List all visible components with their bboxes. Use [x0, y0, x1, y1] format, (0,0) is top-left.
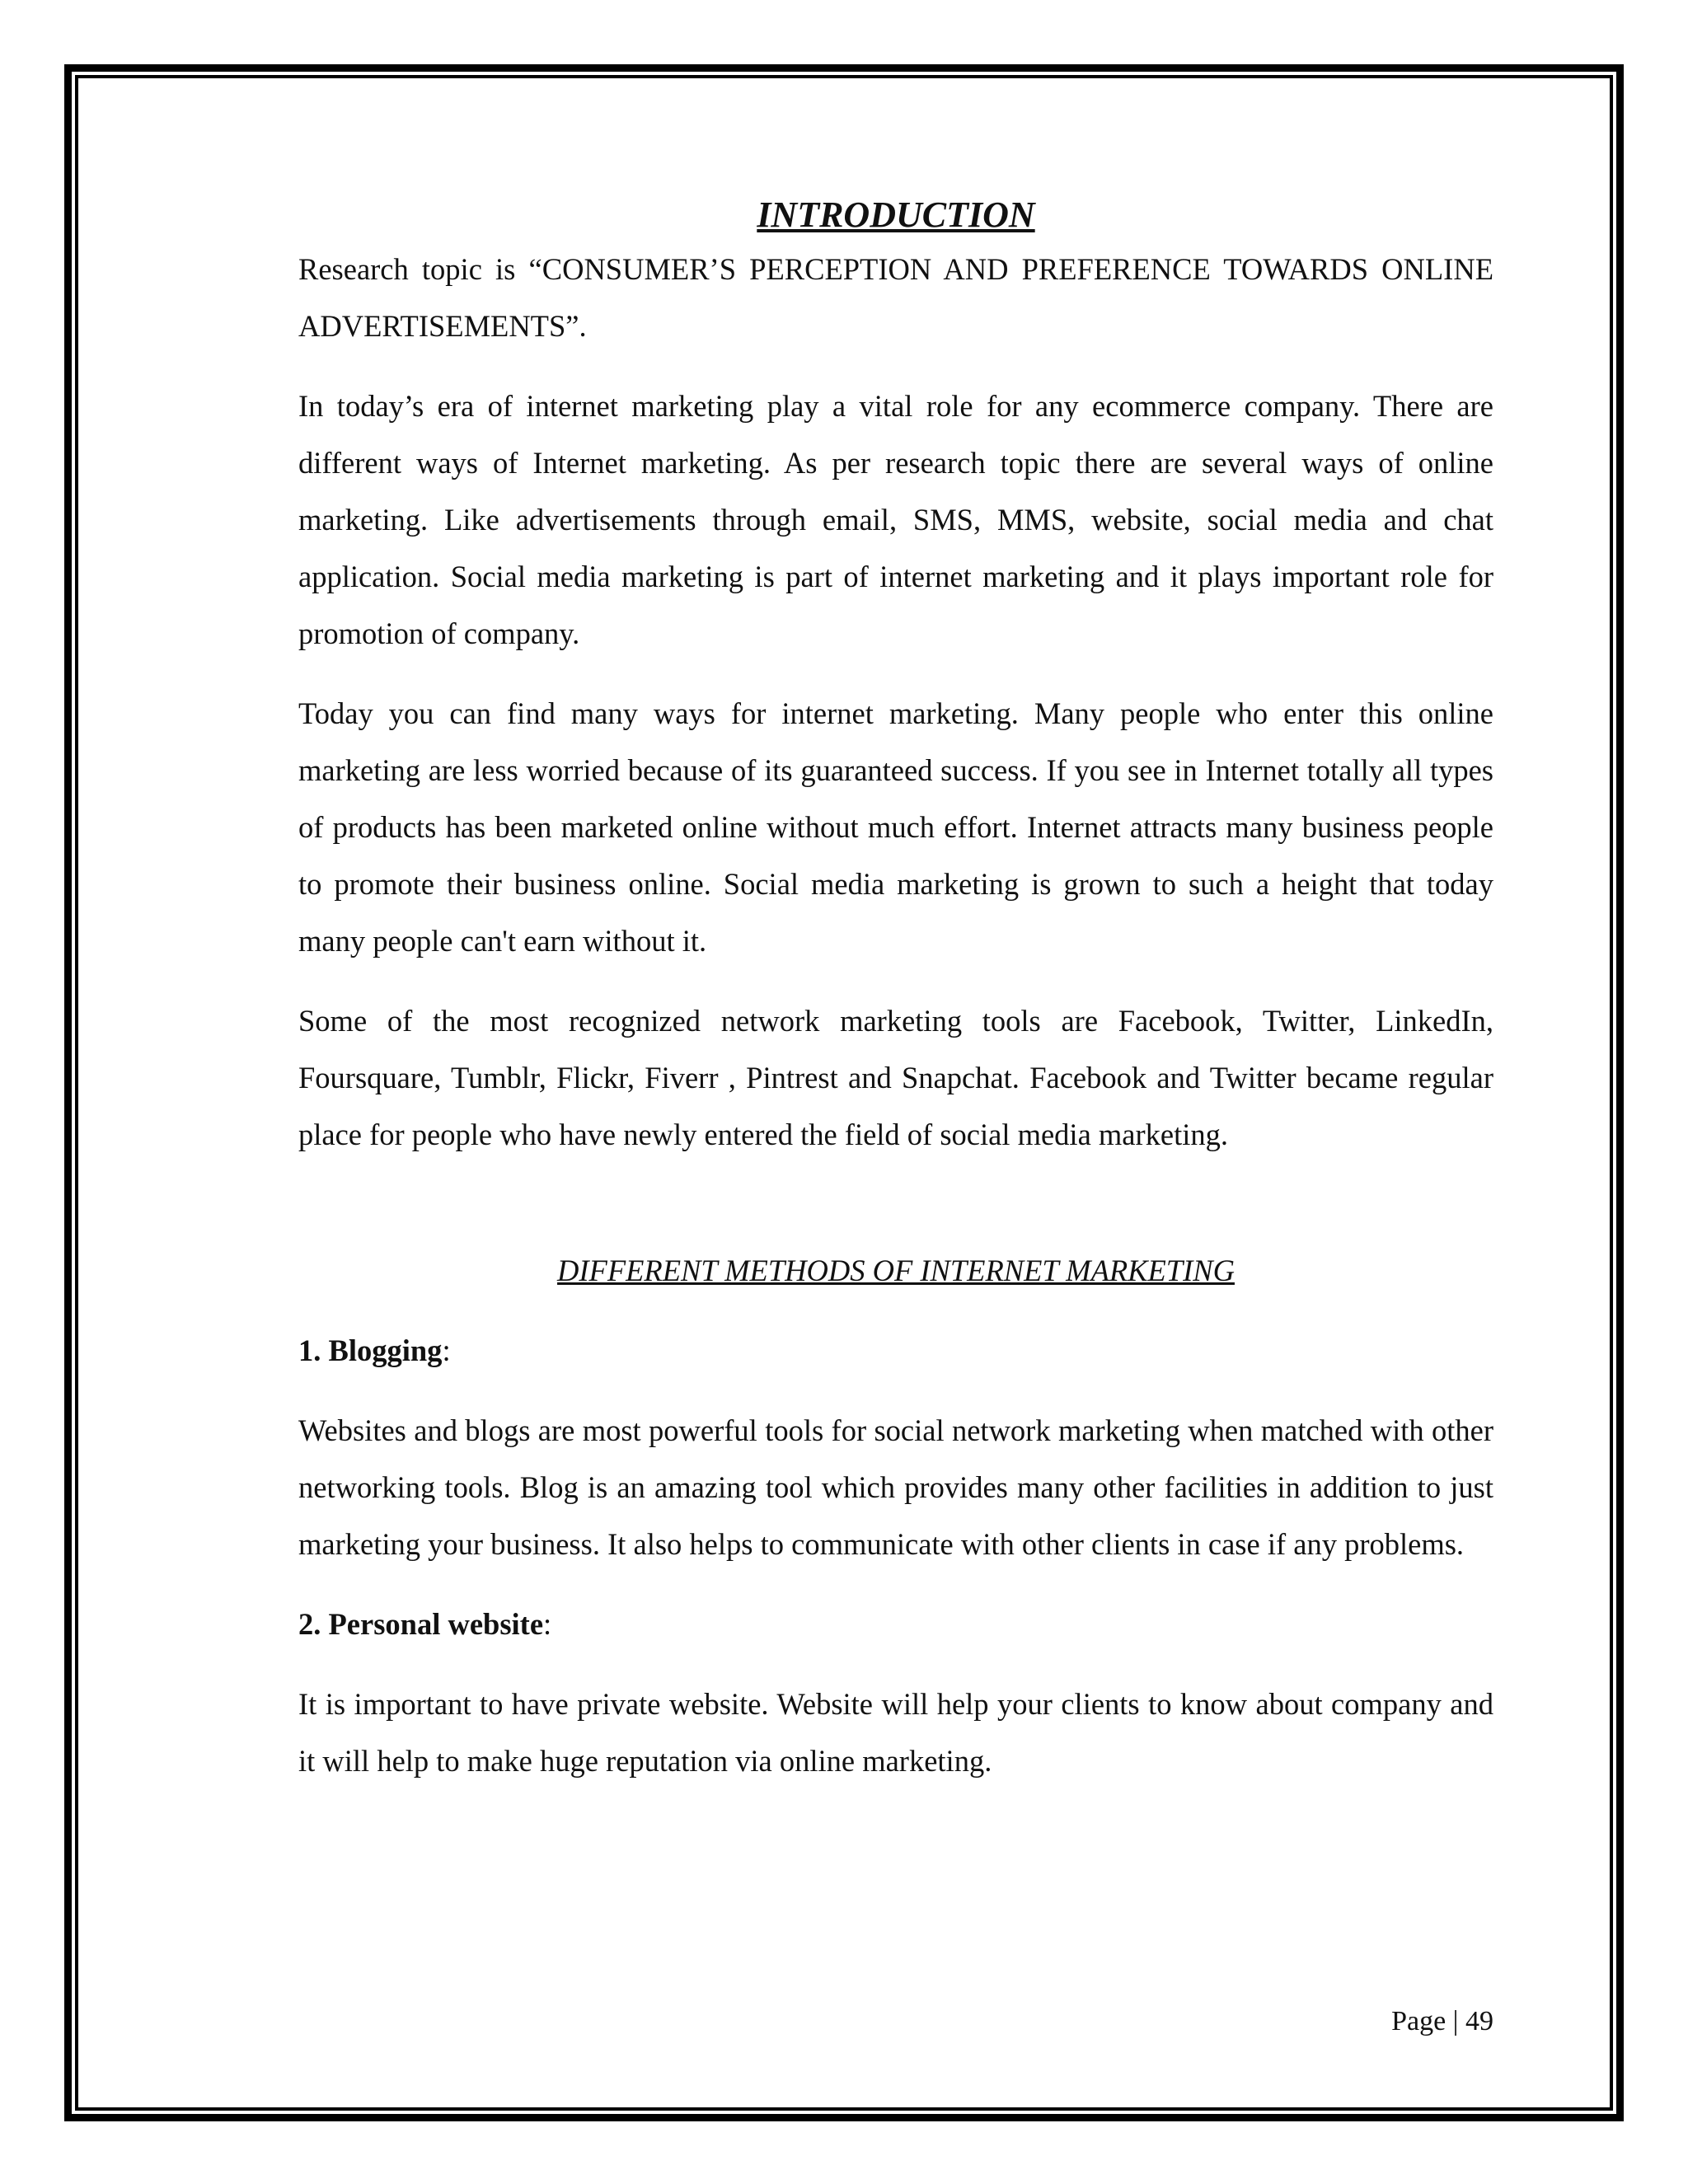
page-content [298, 190, 1493, 1812]
item-heading-blogging [298, 1322, 1493, 1379]
section-heading-methods: DIFFERENT METHODS OF INTERNET MARKETING [557, 1254, 1235, 1287]
item-heading-personal-website [298, 1596, 1493, 1652]
intro-paragraph-research-topic: Research topic is “CONSUMER’S PERCEPTION AND PREFERENCE TOWARDS ONLINE ADVERTISEMENTS”. [298, 252, 1493, 343]
item-heading-blogging-label: 1. Blogging [298, 1333, 443, 1367]
item-heading-blogging-colon: : [442, 1333, 451, 1367]
intro-paragraph-internet-marketing: In today’s era of internet marketing play a vital role for any ecommerce company. There are different ways of Internet marketing. As per research topic there are several ways of online marketing. Like advertisements through email, SMS, MMS, website, social media and chat application. Social media marketing is part of internet marketing and it plays important role for promotion of company. [298, 389, 1493, 650]
intro-paragraph-many-ways: Today you can find many ways for internet marketing. Many people who enter this online marketing are less worried because of its guaranteed success. If you see in Internet totally all types of products has been marketed online without much effort. Internet attracts many business people to promote their business online. Social media marketing is grown to such a height that today many people can't earn without it. [298, 696, 1493, 958]
item-heading-personal-website-label: 2. Personal website [298, 1607, 544, 1641]
item-text-blogging: Websites and blogs are most powerful tools for social network marketing when matched with other networking tools. Blog is an amazing tool which provides many other facilities in addition to just marketing your business. It also helps to communicate with other clients in case if any problems. [298, 1413, 1493, 1561]
page-number: Page | 49 [1391, 2006, 1493, 2036]
intro-paragraph-tools: Some of the most recognized network marketing tools are Facebook, Twitter, LinkedIn, Foursquare, Tumblr, Flickr, Fiverr , Pintrest and Snapchat. Facebook and Twitter became regular place for people who have newly entered the field of social media marketing. [298, 1004, 1493, 1151]
page-title: INTRODUCTION [757, 194, 1035, 235]
item-heading-personal-website-colon: : [543, 1607, 552, 1641]
item-text-personal-website: It is important to have private website. Website will help your clients to know about company and it will help to make huge reputation via online marketing. [298, 1687, 1493, 1778]
